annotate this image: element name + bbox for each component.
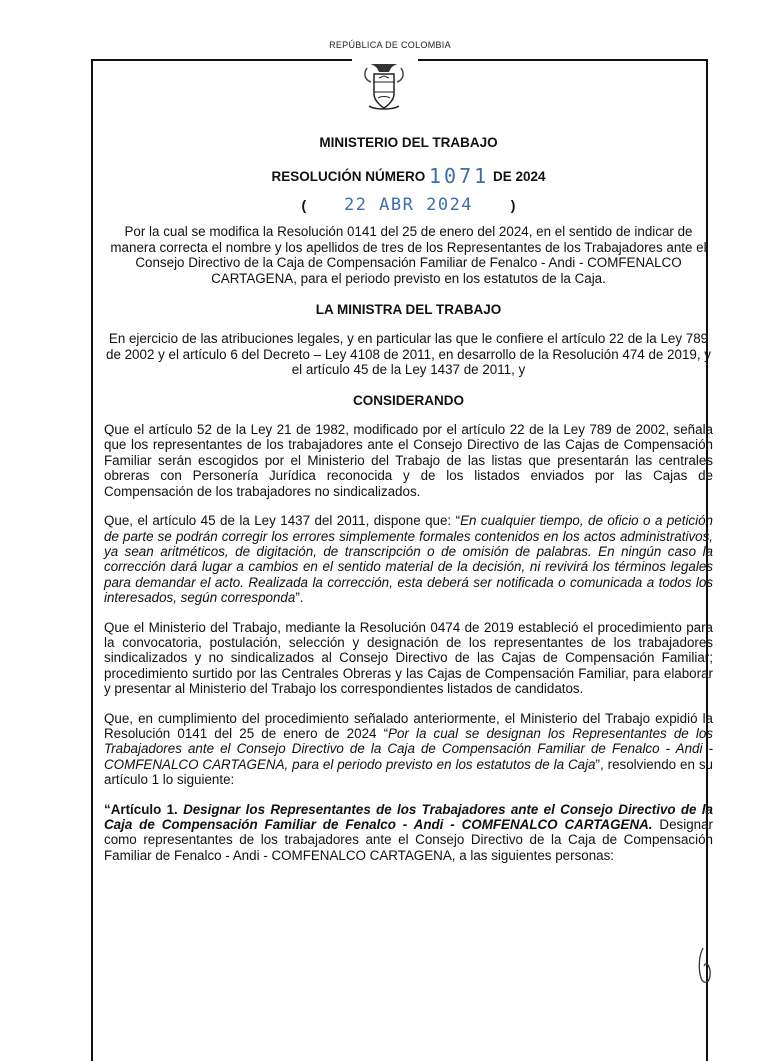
paragraph-4-quote: Por la cual se designan los Representantes de los Trabajadores ante el Consejo Directivo de la Caja de Compensación Familiar de Fenalco - Andi - COMFENALCO CARTAGENA, para el periodo previsto en los estatutos de la Caja bbox=[104, 725, 713, 772]
article-1-text: Designar como representantes de los trabajadores ante el Consejo Directivo de la Caja de Compensación Familiar de Fenalco - Andi - COMFENALCO CARTAGENA, a las siguientes personas: bbox=[104, 817, 713, 863]
handwritten-mark-icon bbox=[695, 946, 713, 986]
document-body bbox=[104, 135, 713, 863]
paragraph-4 bbox=[104, 711, 713, 788]
date-stamp: 22 ABR 2024 bbox=[343, 195, 474, 216]
authority-title: LA MINISTRA DEL TRABAJO bbox=[315, 302, 502, 318]
resolution-number: 1071 bbox=[429, 164, 490, 189]
considering-title: CONSIDERANDO bbox=[352, 392, 464, 408]
paragraph-2 bbox=[104, 513, 713, 605]
paren-open: ( bbox=[301, 197, 307, 214]
powers-paragraph: En ejercicio de las atribuciones legales, y en particular las que le confiere el artículo 22 de la Ley 789 de 2002 y el artículo 6 del Decreto – Ley 4108 de 2011, en desarrollo de la Resolución 474 de 2019, y el artículo 45 de la Ley 1437 de 2011, y bbox=[106, 331, 711, 378]
country-label: REPÚBLICA DE COLOMBIA bbox=[329, 40, 451, 50]
article-1-label: “Artículo 1. bbox=[104, 801, 184, 817]
paragraph-2-end: ”. bbox=[295, 590, 304, 606]
paragraph-3: Que el Ministerio del Trabajo, mediante la Resolución 0474 de 2019 estableció el procedimiento para la convocatoria, postulación, selección y designación de los representantes de los trabajadores sindicalizados y no sindicalizados al Consejo Directivo de las Cajas de Compensación Familiar; procedimiento surtido por las Centrales Obreras y las Cajas de Compensación Familiar, para elaborar y presentar al Ministerio del Trabajo los correspondientes listados de candidatos. bbox=[104, 619, 713, 697]
paragraph-1: Que el artículo 52 de la Ley 21 de 1982, modificado por el artículo 22 de la Ley 789 de 2002, señala que los representantes de los trabajadores ante el Consejo Directivo de las Cajas de Compensación Familiar serán escogidos por el Ministerio del Trabajo de las listas que presentarán las centrales obreras con Personería Jurídica reconocida y de los listados enviados por las Cajas de Compensación de los trabajadores no sindicalizados. bbox=[104, 422, 713, 499]
resolution-prefix: RESOLUCIÓN NÚMERO bbox=[271, 169, 426, 185]
paragraph-4-intro: Que, en cumplimiento del procedimiento señalado anteriormente, el Ministerio del Trabajo expidió la Resolución 0141 del 25 de enero de 2024 “ bbox=[104, 710, 713, 741]
paragraph-2-intro: Que, el artículo 45 de la Ley 1437 del 2011, dispone que: “ bbox=[104, 513, 461, 529]
ministry-title: MINISTERIO DEL TRABAJO bbox=[319, 135, 498, 150]
article-1-title: Designar los Representantes de los Trabajadores ante el Consejo Directivo de la Caja de Compensación Familiar de Fenalco - Andi - COMFENALCO CARTAGENA. bbox=[104, 801, 713, 832]
resolution-line bbox=[104, 164, 713, 188]
paragraph-5 bbox=[104, 802, 713, 864]
resolution-summary: Por la cual se modifica la Resolución 0141 del 25 de enero del 2024, en el sentido de indicar de manera correcta el nombre y los apellidos de tres de los Representantes de los Trabajadores ante el Consejo Directivo de la Caja de Compensación Familiar de Fenalco - Andi - COMFENALCO CARTAGENA, para el periodo previsto en los estatutos de la Caja. bbox=[110, 224, 707, 286]
paragraph-4-end: ”, resolviendo en su artículo 1 lo siguiente: bbox=[104, 756, 713, 788]
paren-close: ) bbox=[510, 197, 516, 214]
date-line bbox=[104, 192, 713, 218]
paragraph-2-quote: En cualquier tiempo, de oficio o a petición de parte se podrán corregir los errores simplemente formales contenidos en los actos administrativos, ya sean aritméticos, de digitación, de transcripción o de omisión de palabras. En ningún caso la corrección dará lugar a cambios en el sentido material de la decisión, ni revivirá los términos legales para demandar el acto. Realizada la corrección, esta deberá ser notificada o comunicada a todos los interesados, según corresponda bbox=[104, 513, 713, 606]
resolution-suffix: DE 2024 bbox=[492, 169, 546, 185]
